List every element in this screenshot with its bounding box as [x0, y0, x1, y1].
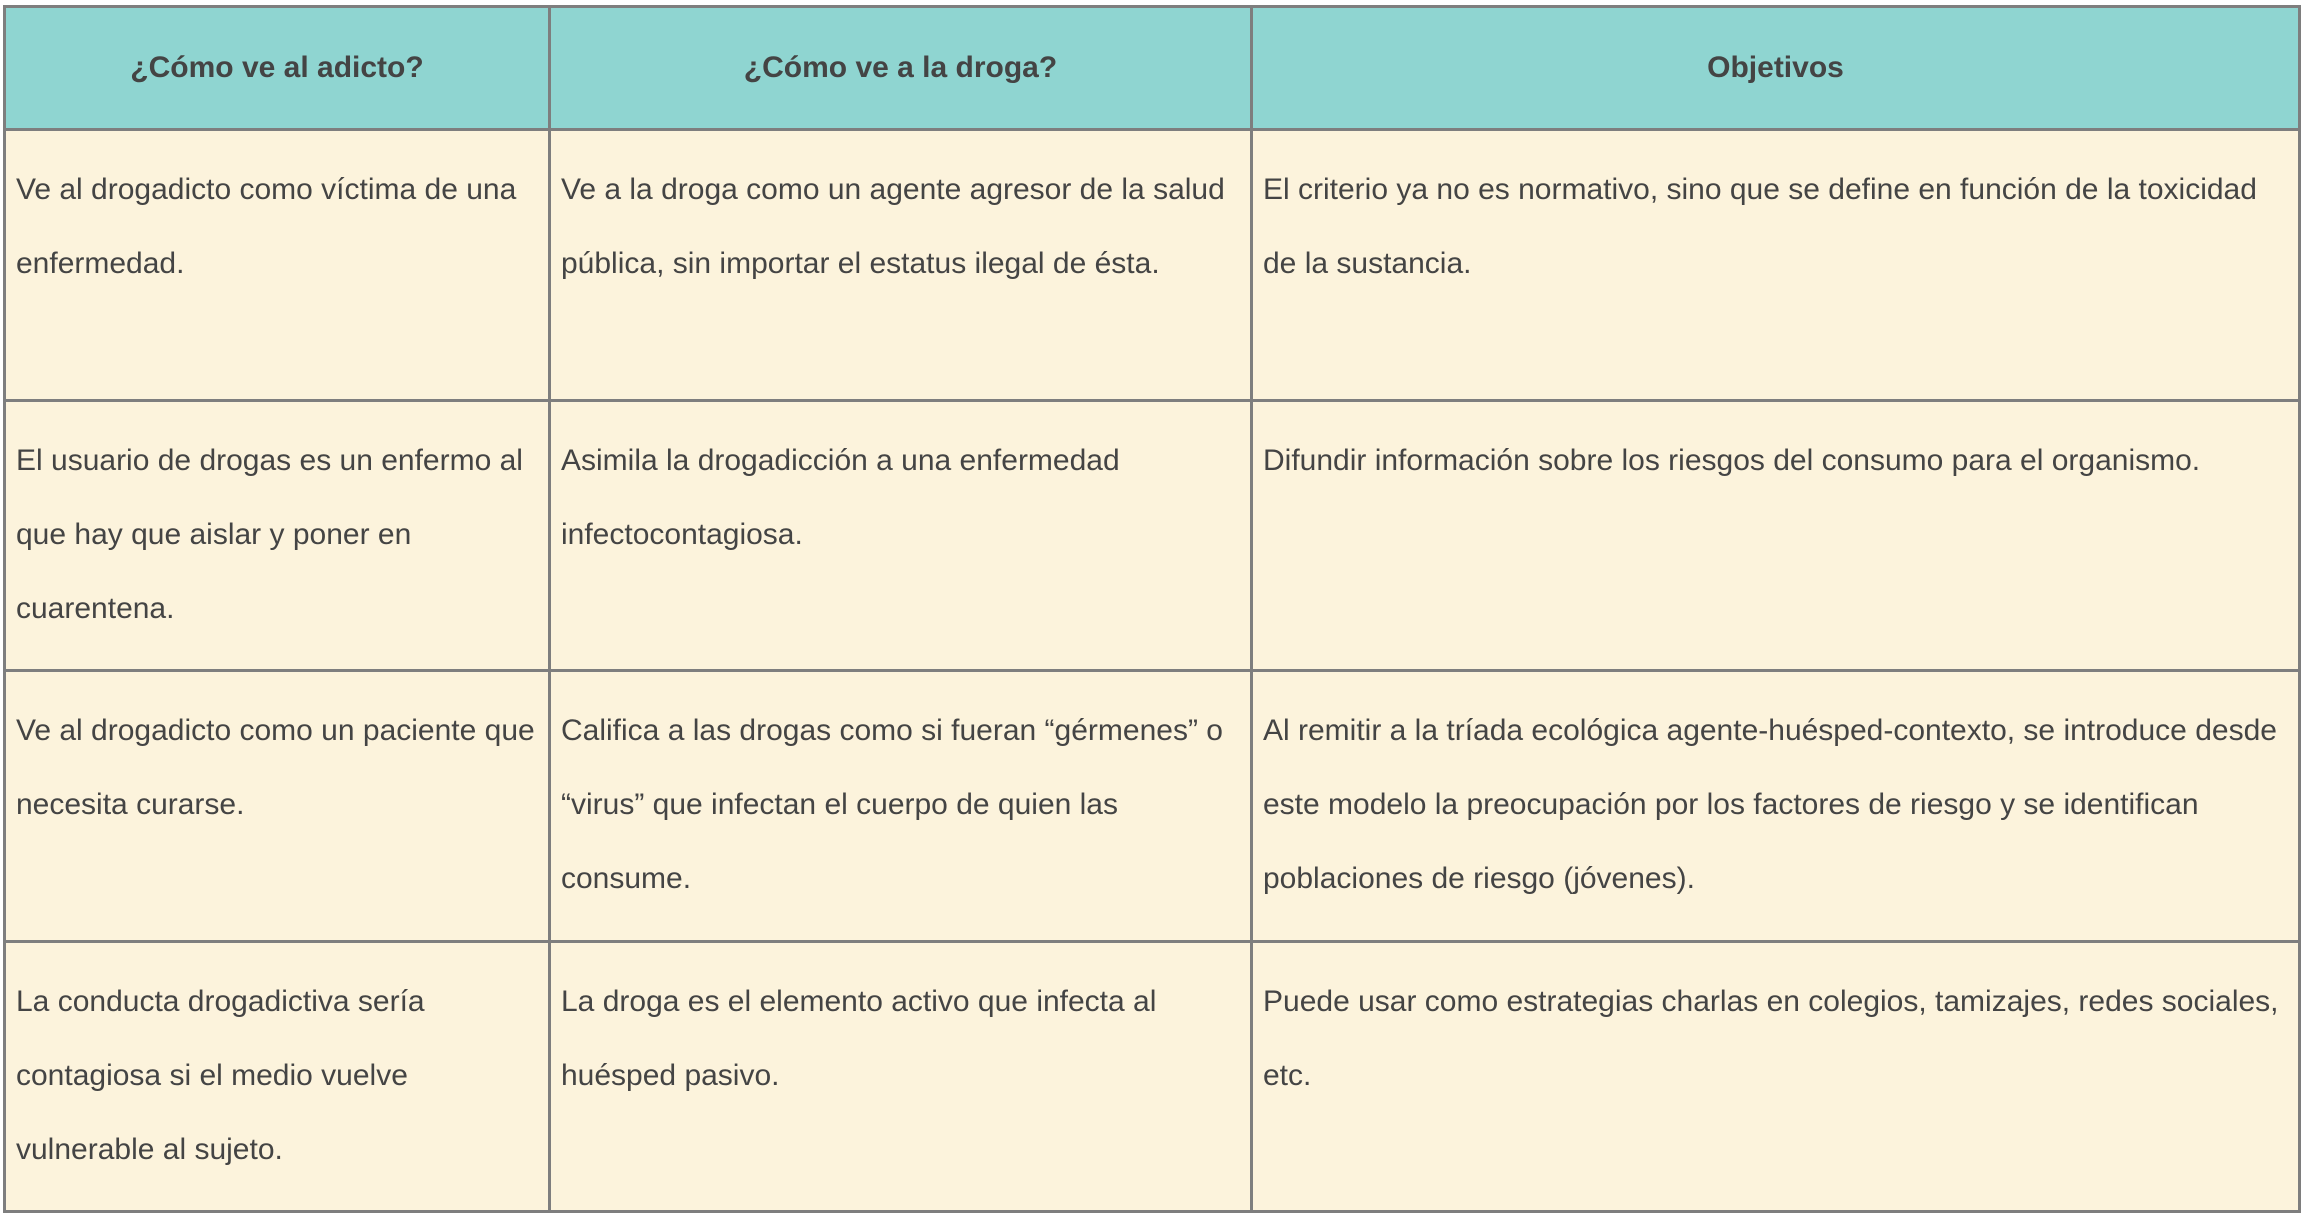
cell-objectives: Puede usar como estrategias charlas en colegios, tamizajes, redes sociales, etc. — [1252, 941, 2300, 1212]
cell-objectives: El criterio ya no es normativo, sino que se define en función de la toxicidad de la sustancia. — [1252, 130, 2300, 401]
cell-drug-view: Califica a las drogas como si fueran “gérmenes” o “virus” que infectan el cuerpo de quien las consume. — [550, 671, 1252, 942]
table-row — [5, 130, 2300, 401]
comparison-table — [3, 5, 2301, 1213]
cell-addict-view: La conducta drogadictiva sería contagiosa si el medio vuelve vulnerable al sujeto. — [5, 941, 550, 1212]
table-row — [5, 400, 2300, 671]
cell-objectives: Al remitir a la tríada ecológica agente-huésped-contexto, se introduce desde este modelo la preocupación por los factores de riesgo y se identifican poblaciones de riesgo (jóvenes). — [1252, 671, 2300, 942]
header-objectives: Objetivos — [1252, 7, 2300, 130]
header-row — [5, 7, 2300, 130]
table-row — [5, 941, 2300, 1212]
cell-objectives: Difundir información sobre los riesgos del consumo para el organismo. — [1252, 400, 2300, 671]
cell-drug-view: Ve a la droga como un agente agresor de la salud pública, sin importar el estatus ilegal de ésta. — [550, 130, 1252, 401]
comparison-table-container — [3, 5, 2298, 1213]
table-body — [5, 130, 2300, 1212]
table-header — [5, 7, 2300, 130]
cell-drug-view: Asimila la drogadicción a una enfermedad infectocontagiosa. — [550, 400, 1252, 671]
table-row — [5, 671, 2300, 942]
cell-addict-view: El usuario de drogas es un enfermo al que hay que aislar y poner en cuarentena. — [5, 400, 550, 671]
cell-drug-view: La droga es el elemento activo que infecta al huésped pasivo. — [550, 941, 1252, 1212]
cell-addict-view: Ve al drogadicto como un paciente que necesita curarse. — [5, 671, 550, 942]
header-drug-view: ¿Cómo ve a la droga? — [550, 7, 1252, 130]
header-addict-view: ¿Cómo ve al adicto? — [5, 7, 550, 130]
cell-addict-view: Ve al drogadicto como víctima de una enfermedad. — [5, 130, 550, 401]
